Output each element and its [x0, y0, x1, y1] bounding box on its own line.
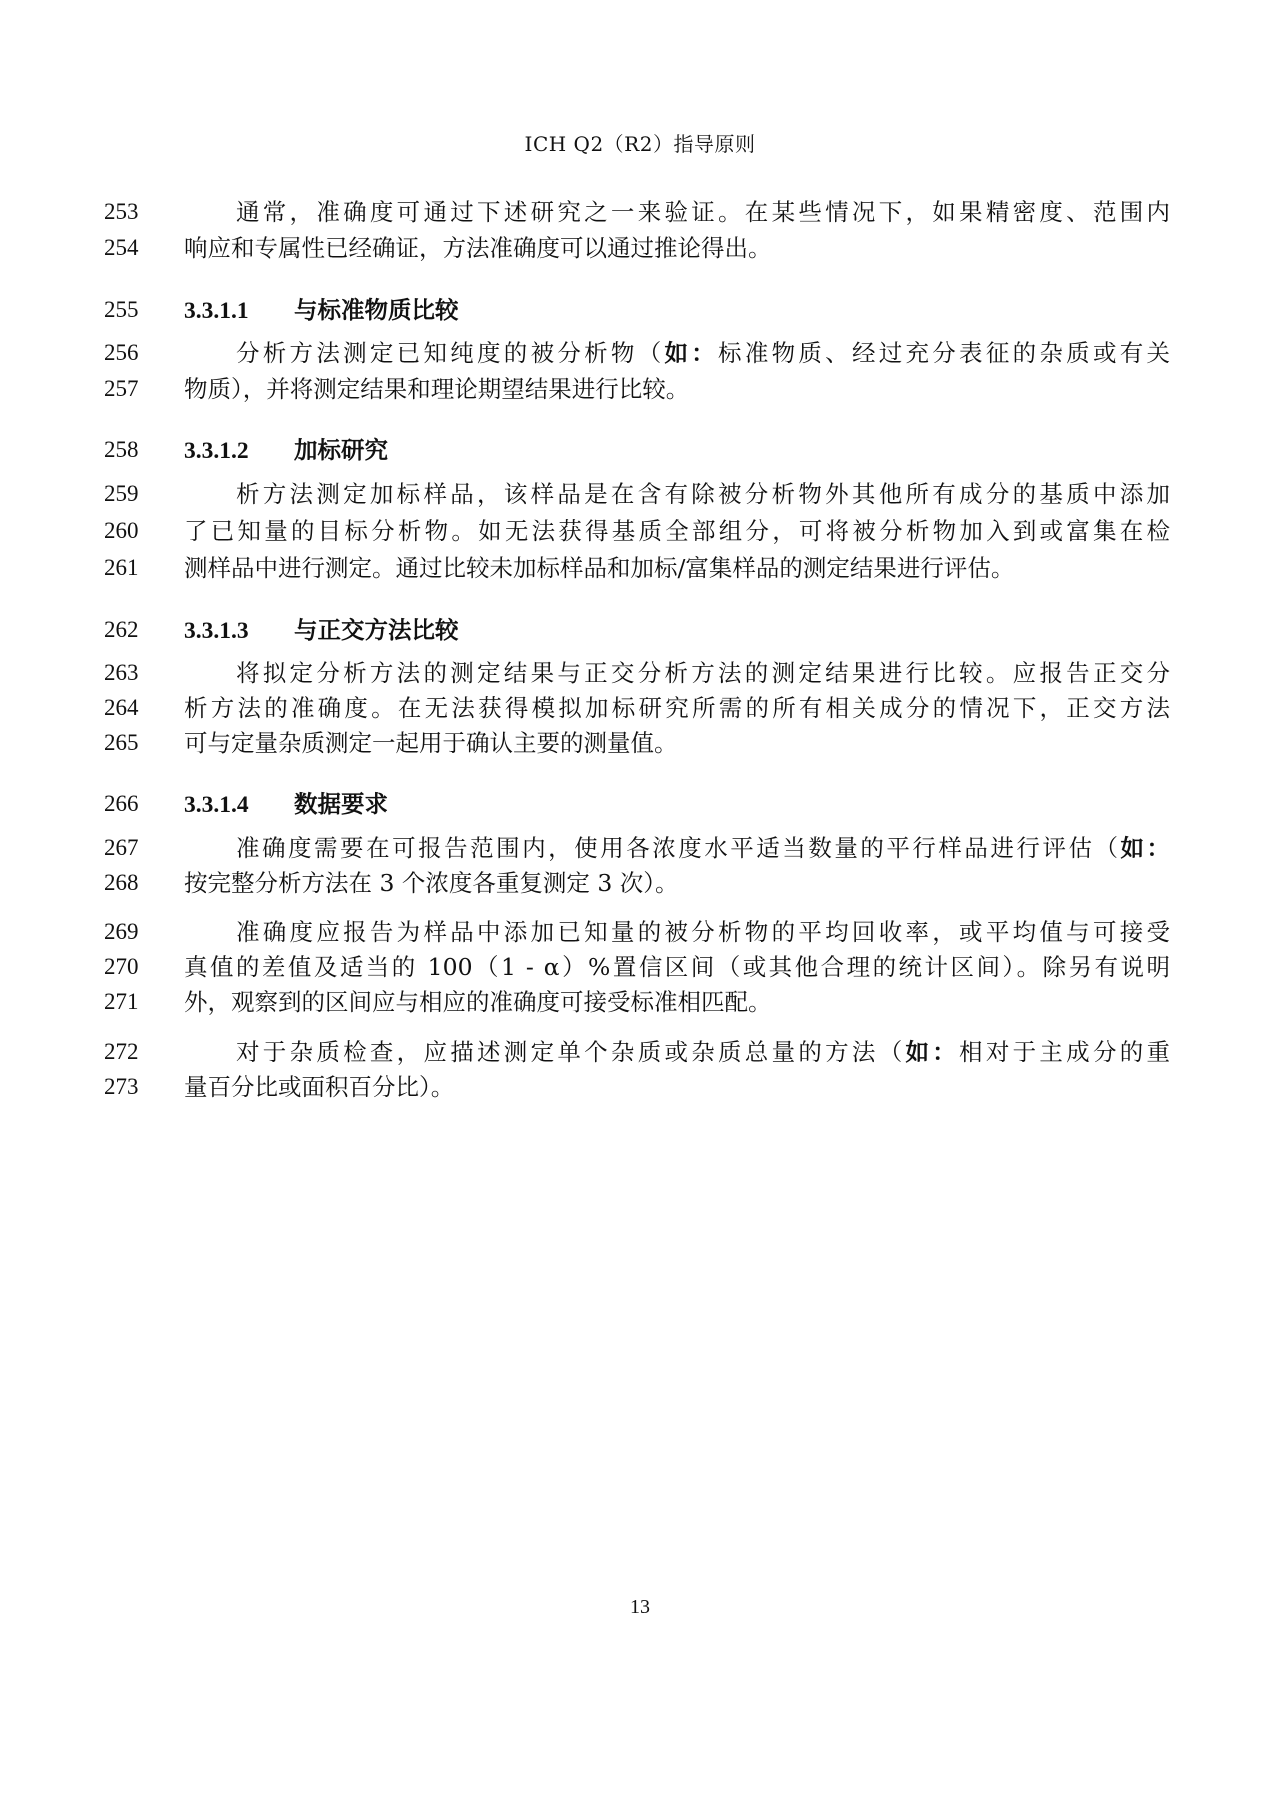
line-text: 可与定量杂质测定一起用于确认主要的测量值。: [184, 729, 678, 757]
paragraph-line: [0, 655, 1280, 691]
line-text: 准确度应报告为样品中添加已知量的被分析物的平均回收率，或平均值与可接受: [236, 918, 1170, 946]
line-text: 真值的差值及适当的 100（1 - α）%置信区间（或其他合理的统计区间）。除另有说明: [184, 953, 1170, 981]
line-number: 256: [104, 340, 139, 365]
line-number: 253: [104, 199, 139, 224]
line-number: 265: [104, 730, 139, 755]
paragraph-line: [0, 984, 1280, 1020]
paragraph-line: [0, 690, 1280, 726]
line-number: 258: [104, 437, 139, 462]
paragraph-line: [0, 194, 1280, 230]
paragraph-line: [0, 949, 1280, 985]
section-heading: [0, 432, 1280, 468]
section-heading: [0, 786, 1280, 822]
section-heading: [0, 292, 1280, 328]
line-number: 262: [104, 617, 139, 642]
line-text: 析方法测定加标样品，该样品是在含有除被分析物外其他所有成分的基质中添加: [236, 480, 1170, 508]
line-number: 266: [104, 791, 139, 816]
section-number: 3.3.1.4: [184, 792, 249, 818]
section-number: 3.3.1.3: [184, 618, 249, 644]
page-header: ICH Q2（R2）指导原则: [524, 132, 756, 156]
section-title: 与标准物质比较: [294, 296, 459, 324]
line-text: 通常，准确度可通过下述研究之一来验证。在某些情况下，如果精密度、范围内: [236, 198, 1170, 226]
line-number: 255: [104, 297, 139, 322]
section-number: 3.3.1.2: [184, 438, 249, 464]
paragraph-line: [0, 230, 1280, 266]
emphasis-text: 如：: [905, 1038, 960, 1066]
section-title: 加标研究: [294, 436, 388, 464]
paragraph-line: [0, 725, 1280, 761]
line-number: 268: [104, 870, 139, 895]
line-number: 271: [104, 989, 139, 1014]
line-text: 准确度需要在可报告范围内，使用各浓度水平适当数量的平行样品进行评估（如：: [236, 834, 1171, 862]
paragraph-line: [0, 865, 1280, 901]
line-number: 273: [104, 1074, 139, 1099]
line-text: 对于杂质检查，应描述测定单个杂质或杂质总量的方法（如：相对于主成分的重: [236, 1038, 1171, 1066]
emphasis-text: 如：: [1120, 834, 1171, 862]
line-number: 272: [104, 1039, 139, 1064]
line-text: 外，观察到的区间应与相应的准确度可接受标准相匹配。: [184, 988, 772, 1016]
line-number: 270: [104, 954, 139, 979]
line-text: 按完整分析方法在 3 个浓度各重复测定 3 次）。: [184, 869, 679, 897]
line-number: 264: [104, 695, 139, 720]
paragraph-line: [0, 1034, 1280, 1070]
section-heading: [0, 612, 1280, 648]
section-title: 数据要求: [294, 790, 388, 818]
paragraph-line: [0, 550, 1280, 586]
line-text: 了已知量的目标分析物。如无法获得基质全部组分，可将被分析物加入到或富集在检: [184, 517, 1170, 545]
line-text: 析方法的准确度。在无法获得模拟加标研究所需的所有相关成分的情况下，正交方法: [184, 694, 1170, 722]
paragraph-line: [0, 335, 1280, 371]
line-text: 测样品中进行测定。通过比较未加标样品和加标/富集样品的测定结果进行评估。: [184, 554, 1015, 582]
line-number: 254: [104, 235, 139, 260]
line-number: 260: [104, 518, 139, 543]
line-text: 响应和专属性已经确证，方法准确度可以通过推论得出。: [184, 234, 772, 262]
section-title: 与正交方法比较: [294, 616, 459, 644]
line-text: 将拟定分析方法的测定结果与正交分析方法的测定结果进行比较。应报告正交分: [236, 659, 1170, 687]
line-text: 量百分比或面积百分比）。: [184, 1073, 455, 1101]
emphasis-text: 如：: [664, 339, 719, 367]
line-number: 261: [104, 555, 139, 580]
line-number: 257: [104, 376, 139, 401]
line-number: 263: [104, 660, 139, 685]
paragraph-line: [0, 371, 1280, 407]
paragraph-line: [0, 476, 1280, 512]
paragraph-line: [0, 1069, 1280, 1105]
line-number: 269: [104, 919, 139, 944]
paragraph-line: [0, 914, 1280, 950]
section-number: 3.3.1.1: [184, 298, 249, 324]
line-number: 267: [104, 835, 139, 860]
page-number: 13: [630, 1596, 650, 1618]
paragraph-line: [0, 830, 1280, 866]
line-text: 物质），并将测定结果和理论期望结果进行比较。: [184, 375, 690, 403]
line-text: 分析方法测定已知纯度的被分析物（如：标准物质、经过充分表征的杂质或有关: [236, 339, 1171, 367]
paragraph-line: [0, 513, 1280, 549]
line-number: 259: [104, 481, 139, 506]
